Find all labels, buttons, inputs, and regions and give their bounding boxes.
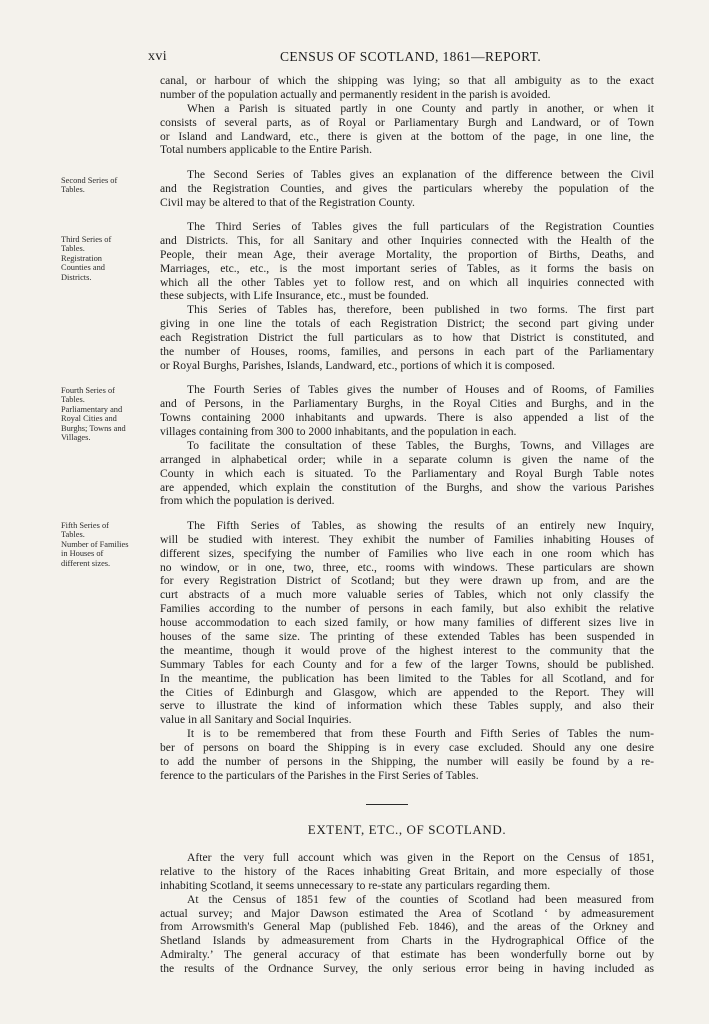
paragraph: It is to be remembered that from these Fourth and Fifth Series of Tables the num- ber of persons on board the Shipping is in every case excluded. Should any one desire to add the number of persons in the Shipping, the number will easily be found by a re- ference to the particulars of the Parishes in the First Series of Tables. xyxy=(160,727,654,782)
page-header xyxy=(148,49,542,67)
section-body xyxy=(160,851,654,976)
paragraph: After the very full account which was given in the Report on the Census of 1851, relative to the history of the Races inhabiting Great Britain, and more especially of those inhabiting Scotland, it seems unnecessary to re-state any particulars regarding them. xyxy=(160,851,654,892)
running-title: CENSUS OF SCOTLAND, 1861—REPORT. xyxy=(280,49,542,64)
paragraph: To facilitate the consultation of these Tables, the Burghs, Towns, and Villages are arranged in alphabetical order; while in a separate column is given the name of the County in which each is situated. To the Parliamentary and Royal Burgh Table notes are appended, which explain the constitution of the Burghs, and show the various Parishes from which the population is derived. xyxy=(160,438,654,508)
page-number: xvi xyxy=(148,49,168,64)
paragraph-second-series: The Second Series of Tables gives an explanation of the difference between the Civil and the Registration Counties, and gives the particulars whereby the population of the Civil may be altered to that of the Registration County. xyxy=(160,167,654,209)
paragraph: At the Census of 1851 few of the counties of Scotland had been measured from actual survey; and Major Dawson estimated the Area of Scotland ‘ by admeasurement from Arrowsmith's General Map (published Feb. 1846), and the areas of the Orkney and Shetland Islands by admeasurement from Charts in the Hydrographical Office of the Admiralty.’ The general accuracy of that estimate has been wonderfully borne out by the results of the Ordnance Survey, the only serious error being in having included as xyxy=(160,892,654,976)
section-divider xyxy=(366,804,408,805)
margin-note-fourth-series: Fourth Series of Tables. Parliamentary and Royal Cities and Burghs; Towns and Villages. xyxy=(61,386,126,443)
section-heading: EXTENT, ETC., OF SCOTLAND. xyxy=(307,822,507,837)
paragraph-fourth-series: The Fourth Series of Tables gives the number of Houses and of Rooms, of Families and of Persons, in the Parliamentary Burghs, in the Royal Cities and Burghs, and in the Towns containing 2000 inhabitants and upwards. There is also appended a list of the villages containing from 300 to 2000 inhabitants, and the population in each. xyxy=(160,383,654,438)
margin-note-fifth-series: Fifth Series of Tables. Number of Families in Houses of different sizes. xyxy=(61,521,129,568)
paragraph: When a Parish is situated partly in one County and partly in another, or when it consists of several parts, as of Royal or Parliamentary Burgh and Landward, or of Town or Island and Landward, etc., there is given at the bottom of the page, in one line, the Total numbers applicable to the Entire Parish. xyxy=(160,101,654,157)
body-text xyxy=(160,74,654,783)
paragraph: This Series of Tables has, therefore, been published in two forms. The first part giving in one line the totals of each Registration District; the second part giving under each Registration District the full particulars as to how that District is constituted, and the number of Houses, rooms, families, and persons in each part of the Parliamentary or Royal Burghs, Parishes, Islands, Landward, etc., portions of which it is composed. xyxy=(160,303,654,372)
paragraph-fifth-series: The Fifth Series of Tables, as showing the results of an entirely new Inquiry, will be studied with interest. They exhibit the number of Families inhabiting Houses of different sizes, specifying the number of Families who live each in one room which has no window, or in one, two, three, etc., rooms with windows. These particulars are shown for every Registration District of Scotland; but they were drawn up from, and are the curt abstracts of a much more valuable series of Tables, which not only classify the Families according to the number of persons in each family, but also exhibit the relative house accommodation to each sized family, or how many families of different sizes live in houses of the same size. The printing of these extended Tables has been suspended in the meantime, though it would prove of the highest interest to the community that the Summary Tables for each County and for a few of the larger Towns, should be published. In the meantime, the publication has been limited to the Tables for all Scotland, and for the Cities of Edinburgh and Glasgow, which are appended to the Report. They will serve to illustrate the kind of information which these Tables supply, and also their value in all Sanitary and Social Inquiries. xyxy=(160,518,654,727)
paragraph: canal, or harbour of which the shipping was lying; so that all ambiguity as to the exact number of the population actually and permanently resident in the parish is avoided. xyxy=(160,74,654,101)
margin-note-second-series: Second Series of Tables. xyxy=(61,176,118,195)
margin-note-third-series: Third Series of Tables. Registration Counties and Districts. xyxy=(61,235,112,282)
paragraph-third-series: The Third Series of Tables gives the full particulars of the Registration Counties and Districts. This, for all Sanitary and other Inquiries connected with the Health of the People, their mean Age, their average Mortality, the proportion of Births, Deaths, and Marriages, etc., etc., is the most important series of Tables, as it forms the basis on which all the other Tables yet to follow rest, and on which all inquiries connected with these subjects, with Life Insurance, etc., must be founded. xyxy=(160,220,654,303)
